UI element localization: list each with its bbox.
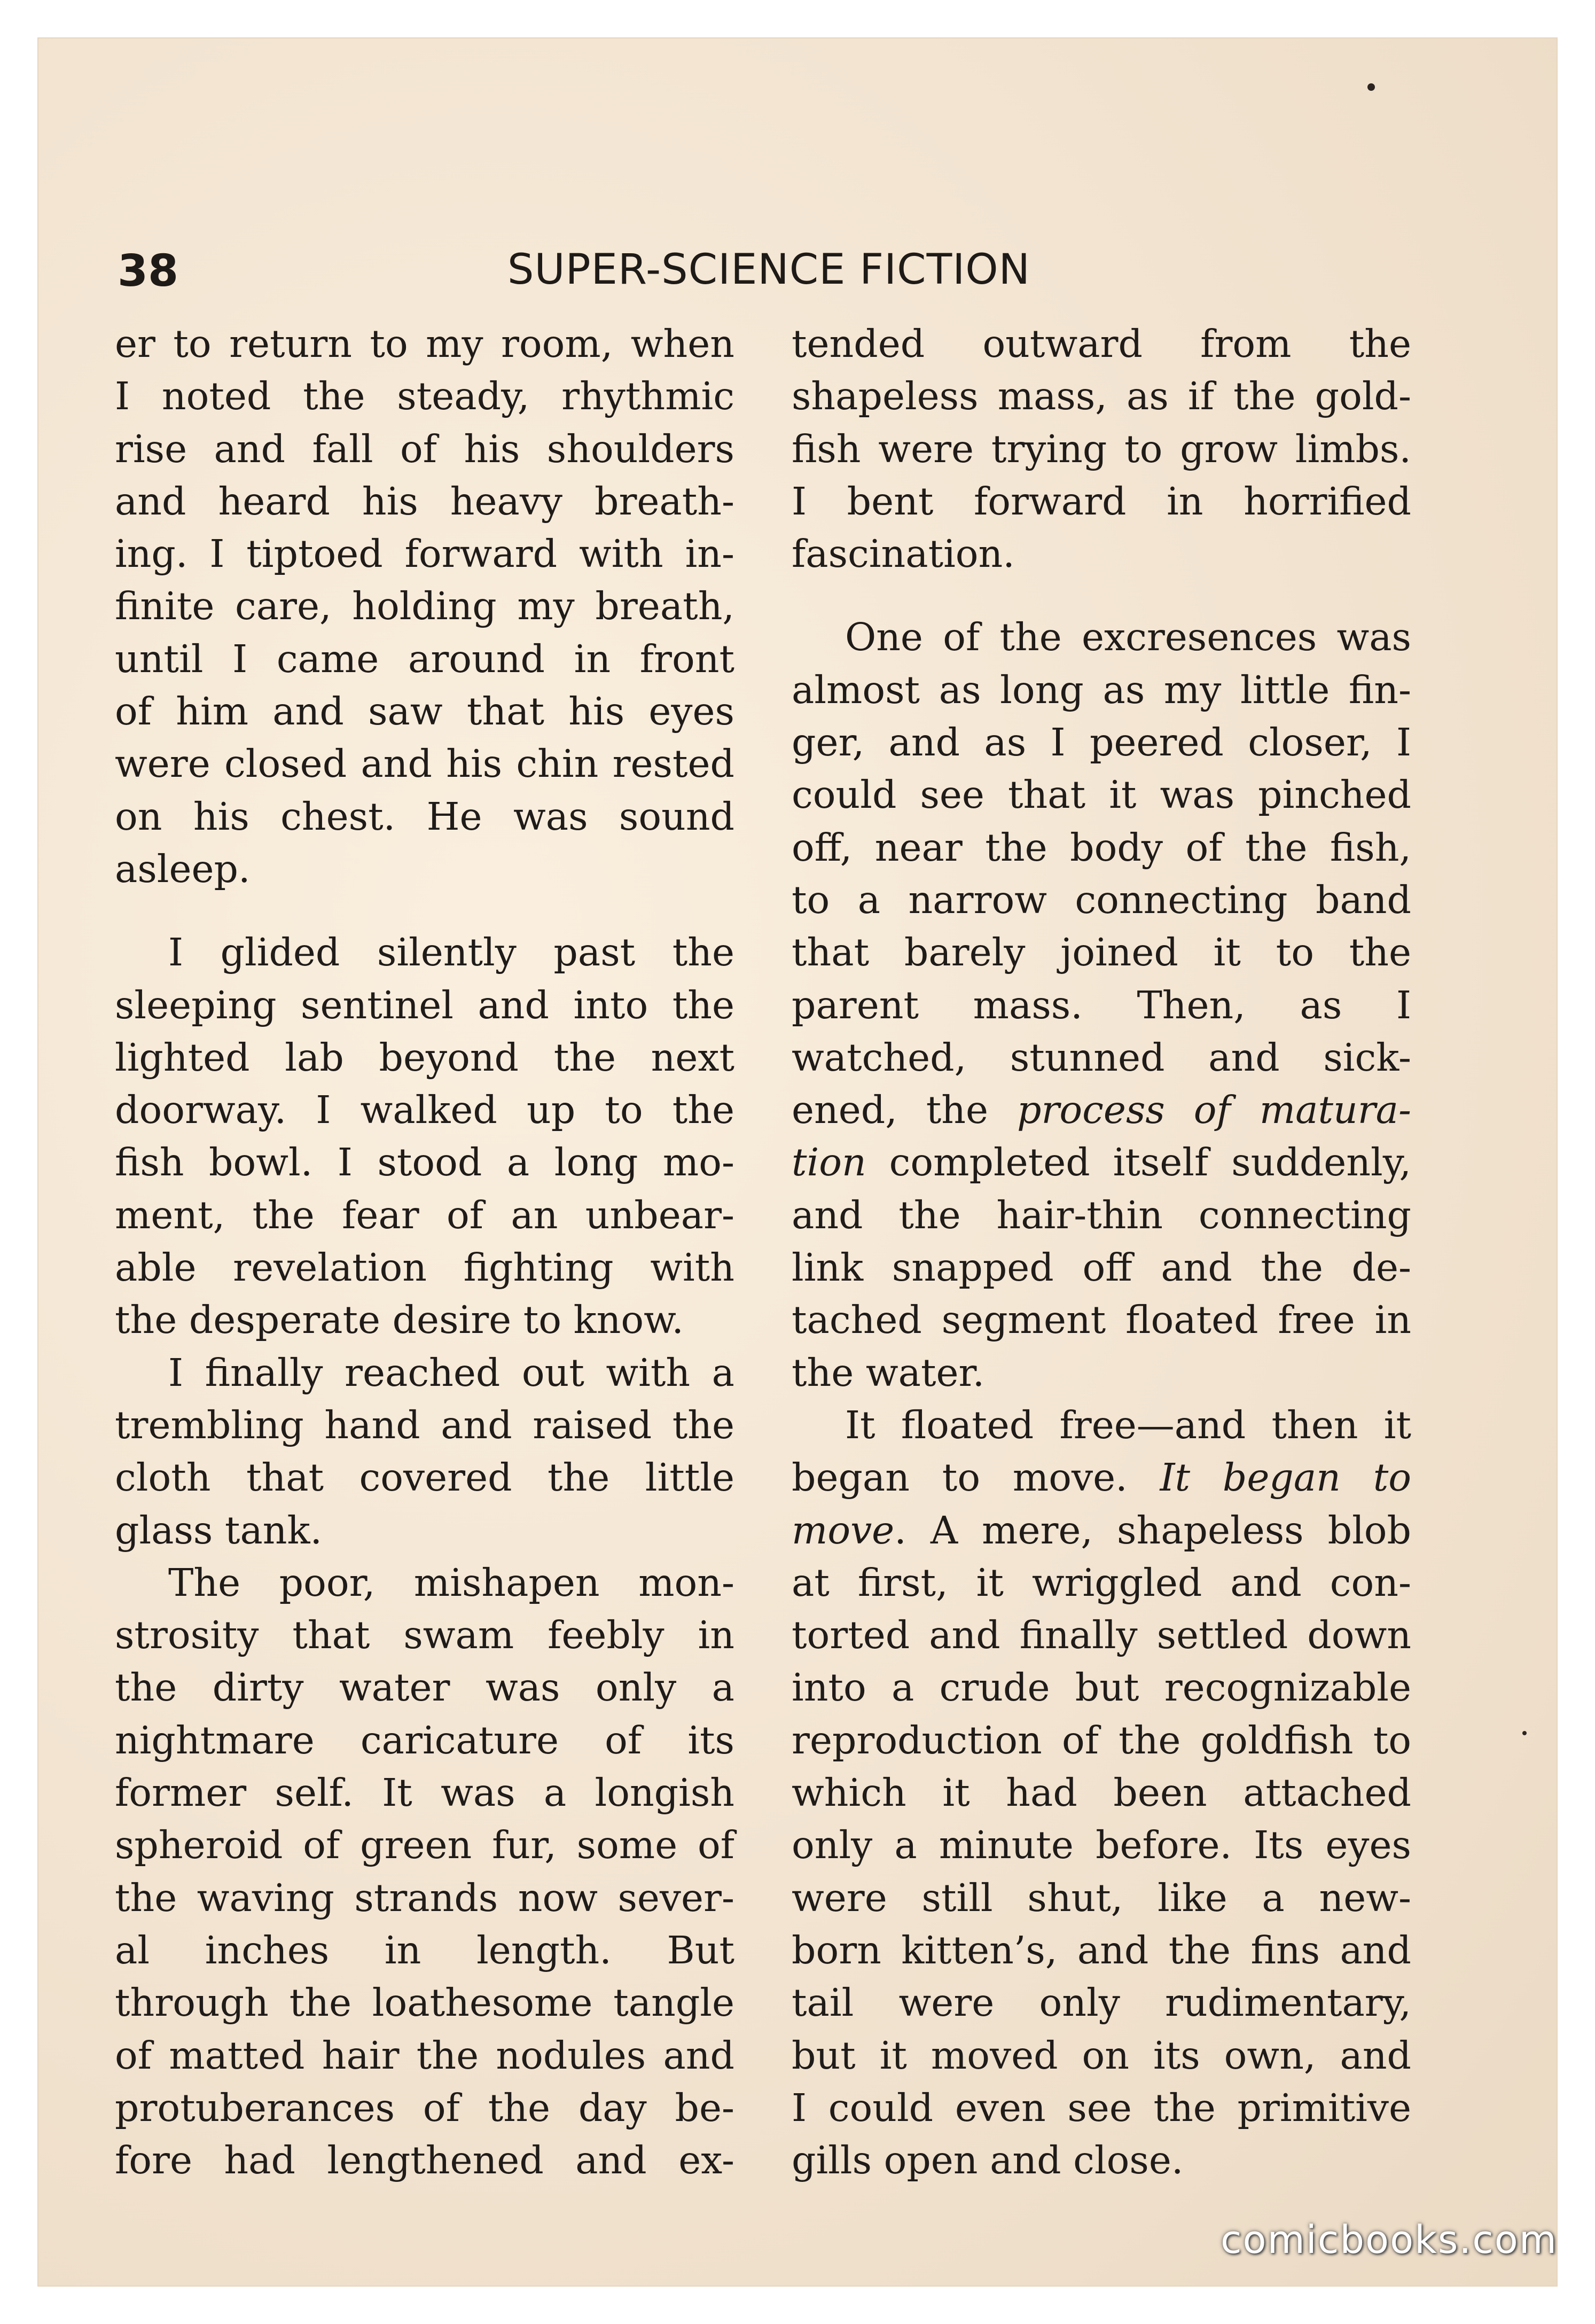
line-text: were closed and his chin rested <box>115 742 734 786</box>
line-text: reproduction of the goldfish to <box>792 1718 1411 1763</box>
text-line <box>792 1242 1411 1294</box>
line-text: off, near the body of the fish, <box>792 825 1411 870</box>
text-line <box>792 2030 1411 2082</box>
text-line <box>792 423 1411 475</box>
line-text: which it had been attached <box>792 1771 1411 1815</box>
line-text: almost as long as my little fin- <box>792 667 1411 712</box>
line-text: able revelation fighting with <box>115 1245 734 1290</box>
text-line <box>792 370 1411 423</box>
text-line <box>792 1032 1411 1084</box>
line-text: nightmare caricature of its <box>115 1718 734 1763</box>
line-text: lighted lab beyond the next <box>115 1035 734 1080</box>
page-speck <box>1367 83 1375 91</box>
running-title: SUPER-SCIENCE FICTION <box>507 246 1030 294</box>
line-text: into a crude but recognizable <box>792 1665 1411 1710</box>
text-line <box>115 633 734 685</box>
text-line <box>115 1294 734 1346</box>
line-text: completed itself suddenly, <box>866 1140 1411 1185</box>
italic-text: move <box>792 1508 895 1553</box>
line-text: cloth that covered the little <box>115 1455 734 1500</box>
line-text: fascination. <box>792 532 1015 576</box>
text-line <box>792 1662 1411 1714</box>
text-column-right <box>792 318 1411 2187</box>
text-line <box>115 1032 734 1084</box>
line-text: asleep. <box>115 846 251 891</box>
line-text: and heard his heavy breath- <box>115 479 734 524</box>
paragraph-gap <box>792 580 1411 611</box>
line-text: the dirty water was only a <box>115 1665 734 1710</box>
watermark: comicbooks.com <box>1220 2217 1558 2262</box>
line-text: on his chest. He was sound <box>115 794 734 839</box>
text-line <box>115 926 734 979</box>
text-line <box>792 318 1411 370</box>
line-text: fish bowl. I stood a long mo- <box>115 1140 734 1185</box>
text-line <box>792 1136 1411 1189</box>
text-line <box>792 716 1411 769</box>
text-line <box>115 1662 734 1714</box>
line-text: fish were trying to grow limbs. <box>792 426 1411 471</box>
text-line <box>115 2134 734 2187</box>
line-text: of him and saw that his eyes <box>115 689 734 734</box>
line-text: to a narrow connecting band <box>792 877 1411 922</box>
text-line <box>792 1084 1411 1136</box>
text-line <box>115 1347 734 1399</box>
line-text: er to return to my room, when <box>115 322 734 366</box>
text-line <box>792 979 1411 1032</box>
text-line <box>792 1609 1411 1662</box>
line-text: tached segment floated free in <box>792 1298 1411 1343</box>
line-text: of matted hair the nodules and <box>115 2033 734 2078</box>
text-line <box>792 1189 1411 1242</box>
page-header <box>37 246 1558 310</box>
line-text: It floated free—and then it <box>845 1402 1411 1447</box>
text-line <box>115 2030 734 2082</box>
text-line <box>115 370 734 423</box>
text-line <box>792 664 1411 716</box>
line-text: I glided silently past the <box>168 930 734 975</box>
text-line <box>792 1452 1411 1504</box>
text-line <box>792 2082 1411 2134</box>
text-line <box>115 738 734 790</box>
line-text: I could even see the primitive <box>792 2085 1411 2130</box>
line-text: doorway. I walked up to the <box>115 1088 734 1133</box>
line-text: rise and fall of his shoulders <box>115 426 734 471</box>
line-text: began to move. <box>792 1455 1160 1500</box>
line-text: tended outward from the <box>792 322 1411 366</box>
magazine-page <box>37 37 1558 2287</box>
text-line <box>115 1504 734 1557</box>
text-line <box>792 769 1411 821</box>
text-line <box>115 528 734 580</box>
italic-text: It began to <box>1160 1455 1412 1500</box>
text-line <box>792 822 1411 874</box>
text-line <box>792 1924 1411 1977</box>
line-text: and the hair-thin connecting <box>792 1192 1411 1237</box>
text-line <box>115 1452 734 1504</box>
line-text: until I came around in front <box>115 636 734 681</box>
text-line <box>115 2082 734 2134</box>
line-text: I noted the steady, rhythmic <box>115 374 734 419</box>
text-line <box>115 1714 734 1767</box>
line-text: could see that it was pinched <box>792 773 1411 817</box>
line-text: ment, the fear of an unbear- <box>115 1192 734 1237</box>
line-text: ger, and as I peered closer, I <box>792 720 1411 765</box>
line-text: finite care, holding my breath, <box>115 584 734 629</box>
text-line <box>115 1767 734 1819</box>
line-text: al inches in length. But <box>115 1928 734 1972</box>
text-line <box>792 1767 1411 1819</box>
line-text: the water. <box>792 1350 985 1395</box>
text-line <box>115 1557 734 1609</box>
line-text: ened, the <box>792 1088 1018 1133</box>
line-text: link snapped off and the de- <box>792 1245 1411 1290</box>
italic-text: tion <box>792 1140 866 1185</box>
line-text: that barely joined it to the <box>792 930 1411 975</box>
text-line <box>792 926 1411 979</box>
line-text: torted and finally settled down <box>792 1613 1411 1658</box>
line-text: glass tank. <box>115 1508 323 1553</box>
line-text: watched, stunned and sick- <box>792 1035 1411 1080</box>
text-line <box>792 1347 1411 1399</box>
text-line <box>792 1819 1411 1871</box>
line-text: but it moved on its own, and <box>792 2033 1411 2078</box>
text-line <box>115 423 734 475</box>
text-line <box>792 1714 1411 1767</box>
line-text: tail were only rudimentary, <box>792 1980 1411 2025</box>
text-line <box>792 1504 1411 1557</box>
text-line <box>115 580 734 633</box>
line-text: were still shut, like a new- <box>792 1875 1411 1920</box>
line-text: One of the excresences was <box>845 615 1411 660</box>
text-line <box>792 1977 1411 2029</box>
text-line <box>115 1609 734 1662</box>
text-line <box>792 1294 1411 1346</box>
text-line <box>115 791 734 843</box>
page-number: 38 <box>118 246 179 297</box>
line-text: I finally reached out with a <box>168 1350 734 1395</box>
text-line <box>115 843 734 895</box>
text-line <box>792 2134 1411 2187</box>
text-line <box>115 1136 734 1189</box>
line-text: protuberances of the day be- <box>115 2085 734 2130</box>
text-line <box>792 1872 1411 1924</box>
line-text: ing. I tiptoed forward with in- <box>115 532 734 576</box>
line-text: only a minute before. Its eyes <box>792 1823 1411 1868</box>
text-line <box>115 1924 734 1977</box>
text-line <box>115 1819 734 1871</box>
line-text: through the loathesome tangle <box>115 1980 734 2025</box>
text-line <box>115 685 734 738</box>
line-text: at first, it wriggled and con- <box>792 1560 1411 1605</box>
page-speck <box>1522 1731 1527 1735</box>
line-text: the waving strands now sever- <box>115 1875 734 1920</box>
line-text: gills open and close. <box>792 2138 1184 2183</box>
text-line <box>115 318 734 370</box>
text-line <box>792 475 1411 528</box>
text-line <box>115 1399 734 1452</box>
line-text: born kitten’s, and the fins and <box>792 1928 1411 1972</box>
text-line <box>792 1557 1411 1609</box>
text-line <box>115 1977 734 2029</box>
text-line <box>115 1242 734 1294</box>
text-line <box>792 611 1411 664</box>
text-line <box>792 1399 1411 1452</box>
text-line <box>115 979 734 1032</box>
paragraph-gap <box>115 895 734 926</box>
line-text: the desperate desire to know. <box>115 1298 684 1343</box>
line-text: parent mass. Then, as I <box>792 982 1411 1027</box>
text-line <box>115 1189 734 1242</box>
text-column-left <box>115 318 734 2187</box>
italic-text: process of matura- <box>1017 1088 1411 1133</box>
text-line <box>792 874 1411 926</box>
line-text: former self. It was a longish <box>115 1771 734 1815</box>
line-text: strosity that swam feebly in <box>115 1613 734 1658</box>
line-text: fore had lengthened and ex- <box>115 2138 734 2183</box>
line-text: I bent forward in horrified <box>792 479 1411 524</box>
text-line <box>792 528 1411 580</box>
text-line <box>115 1872 734 1924</box>
text-line <box>115 1084 734 1136</box>
line-text: spheroid of green fur, some of <box>115 1823 734 1868</box>
text-line <box>115 475 734 528</box>
line-text: sleeping sentinel and into the <box>115 982 734 1027</box>
line-text: shapeless mass, as if the gold- <box>792 374 1411 419</box>
line-text: trembling hand and raised the <box>115 1402 734 1447</box>
line-text: . A mere, shapeless blob <box>894 1508 1411 1553</box>
line-text: The poor, mishapen mon- <box>168 1560 734 1605</box>
